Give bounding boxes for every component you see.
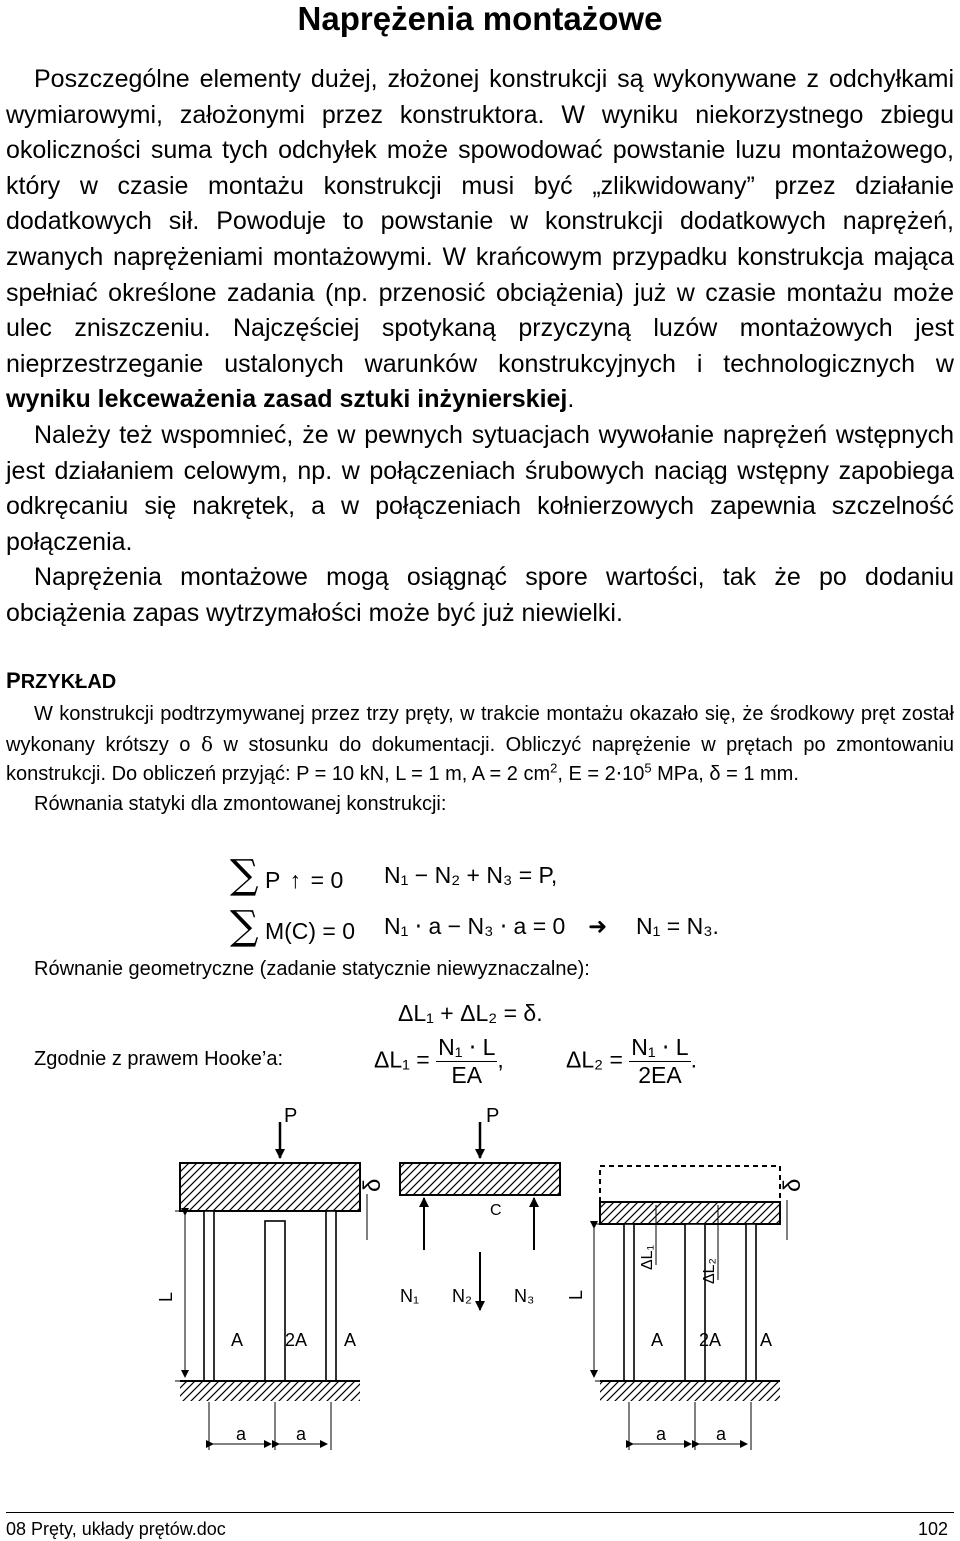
- structure-figure: [0, 1100, 960, 1480]
- intro-p1-text: Poszczególne elementy dużej, złożonej konstrukcji są wykonywane z odchyłkami wymiarowymi, założonymi przez konstruktora. W wyniku niekorzystnego zbiegu okoliczności suma tych odchyłek może spowodować powstanie luzu montażowego, który w czasie montażu konstrukcji musi być „zlikwidowany” przez działanie dodatkowych sił. Powoduje to powstanie w konstrukcji dodatkowych naprężeń, zwanych naprężeniami montażowymi. W krańcowym przypadku konstrukcja mająca spełniać określone zadania (np. przenosić obciążenia) już w czasie montażu może ulec zniszczeniu. Najczęściej spotykaną przyczyną luzów montażowych jest nieprzestrzeganie ustalonych warunków konstrukcyjnych i technologicznych w: [6, 65, 954, 378]
- ground-left: [180, 1381, 360, 1401]
- label-P-left: P: [284, 1105, 298, 1127]
- beam-initial-dashed: [600, 1166, 780, 1202]
- h1-den: EA: [451, 1062, 483, 1088]
- h2-den: 2EA: [638, 1062, 682, 1088]
- h2-lhs: ΔL₂ =: [566, 1046, 623, 1073]
- label-a2-left: a: [296, 1424, 307, 1444]
- hooke-label: Zgodnie z prawem Hooke’a:: [34, 1048, 284, 1070]
- label-A1-left: A: [231, 1330, 244, 1350]
- example-heading-rest: RZYKŁAD: [20, 671, 117, 693]
- label-delta-right: δ: [779, 1178, 806, 1192]
- label-N2: N₂: [452, 1286, 472, 1306]
- rod-3-left: [326, 1211, 336, 1381]
- equation-sum-m: [230, 903, 355, 949]
- intro-p1-end: .: [567, 385, 575, 414]
- rod-3-right: [746, 1224, 756, 1381]
- eq2-left: M(C) = 0: [264, 918, 356, 944]
- rigid-beam-left: [180, 1163, 360, 1211]
- page-number: 102: [917, 1519, 948, 1539]
- footer-filename: 08 Pręty, układy prętów.doc: [6, 1519, 226, 1539]
- sum-icon: ∑: [230, 852, 259, 898]
- label-a2-right: a: [716, 1424, 727, 1444]
- intro-paragraph-1: [6, 62, 954, 418]
- example-text: [6, 700, 954, 819]
- rod-2-left: [265, 1221, 285, 1381]
- rigid-beam-right: [600, 1202, 780, 1224]
- statics-label: Równania statyki dla zmontowanej konstrukcji:: [34, 792, 447, 815]
- rod-1-left: [204, 1211, 214, 1381]
- label-N3: N₃: [514, 1286, 535, 1306]
- equation-sum-p: [230, 852, 343, 898]
- rigid-beam-middle: [400, 1163, 560, 1195]
- sup-2: 2: [550, 760, 558, 776]
- example-p1b: w stosunku do dokumentacji. Obliczyć naprężenie w prętach po zmontowaniu konstrukcji. Do obliczeń przyjąć: P = 10 kN, L = 1 m, A = 2 cm: [6, 733, 954, 785]
- label-P-middle: P: [486, 1105, 500, 1127]
- sup-5: 5: [644, 760, 652, 776]
- footer-divider: [6, 1512, 954, 1513]
- label-a1-left: a: [236, 1424, 247, 1444]
- h1-fraction: [436, 1034, 497, 1089]
- h1-lhs: ΔL₁ =: [374, 1046, 430, 1073]
- eq1-left: P: [264, 867, 280, 893]
- left-structure: [156, 1105, 386, 1450]
- example-paragraph: [6, 700, 954, 790]
- equation-hooke-2: ΔL₂ = $\frac{\text{N₁ ⋅ L}}{2EA}$ .: [566, 1034, 697, 1088]
- geometric-label: Równanie geometryczne (zadanie statycznie niewyznaczalne):: [34, 958, 590, 980]
- label-A3-left: A: [344, 1330, 357, 1350]
- label-dL1: ΔL₁: [639, 1245, 656, 1270]
- rod-2-right: [685, 1224, 705, 1381]
- example-heading-initial: P: [6, 668, 21, 693]
- label-N1: N₁: [400, 1286, 420, 1306]
- arrow-right-icon: ➜: [588, 913, 608, 939]
- arrow-up-icon: ↑: [289, 867, 302, 893]
- equation-forces: N₁ − N₂ + N₃ = P,: [384, 862, 558, 888]
- label-2A-right: 2A: [699, 1330, 722, 1350]
- label-a1-right: a: [656, 1424, 667, 1444]
- label-A1-right: A: [651, 1330, 664, 1350]
- intro-paragraph-3: Naprężenia montażowe mogą osiągnąć spore wartości, tak że po dodaniu obciążenia zapas wytrzymałości może być już niewielki.: [6, 563, 954, 627]
- label-L-left: L: [156, 1291, 176, 1302]
- free-body-diagram: [400, 1105, 560, 1310]
- label-delta-left: δ: [359, 1178, 386, 1192]
- sum-icon: ∑: [230, 903, 259, 949]
- equation-moments: N₁ ⋅ a − N₃ ⋅ a = 0: [384, 913, 566, 939]
- example-p1a: W konstrukcji podtrzymywanej przez trzy pręty, w trakcie montażu okazało się, że środkowy pręt został wykonany krótszy o: [6, 703, 954, 756]
- h1-num: N₁ ⋅ L: [438, 1034, 496, 1060]
- h2-fraction: [629, 1034, 690, 1089]
- intro-paragraph-2: Należy też wspomnieć, że w pewnych sytuacjach wywołanie naprężeń wstępnych jest działaniem celowym, np. w połączeniach śrubowych naciąg wstępny zapobiega odkręcaniu się nakrętek, a w połączeniach kołnierzowych zapewnia szczelność połączenia.: [6, 420, 954, 556]
- eq1-rest: = 0: [310, 867, 344, 893]
- ground-right: [600, 1381, 780, 1401]
- intro-p1-bold: wyniku lekceważenia zasad sztuki inżynierskiej: [6, 385, 568, 414]
- label-C: C: [490, 1202, 502, 1219]
- h2-num: N₁ ⋅ L: [631, 1034, 689, 1060]
- equation-geometric: ΔL₁ + ΔL₂ = δ.: [398, 1000, 543, 1026]
- example-p1d: MPa, δ = 1 mm.: [651, 763, 799, 785]
- label-dL2: ΔL₂: [701, 1258, 718, 1284]
- right-structure: [566, 1166, 806, 1450]
- example-heading: [6, 668, 116, 694]
- rod-1-right: [624, 1224, 634, 1381]
- equation-result: N₁ = N₃.: [636, 913, 719, 939]
- equation-hooke-1: ΔL₁ = $\frac{\text{N₁ ⋅ L}}{EA}$ ,: [374, 1034, 504, 1088]
- delta-symbol: δ: [200, 731, 213, 756]
- label-L-right: L: [566, 1289, 586, 1300]
- label-A3-right: A: [760, 1330, 773, 1350]
- page-title: Naprężenia montażowe: [297, 0, 663, 37]
- example-p1c: , E = 2⋅10: [557, 763, 645, 785]
- label-2A-left: 2A: [285, 1330, 308, 1350]
- intro-text: [6, 62, 954, 632]
